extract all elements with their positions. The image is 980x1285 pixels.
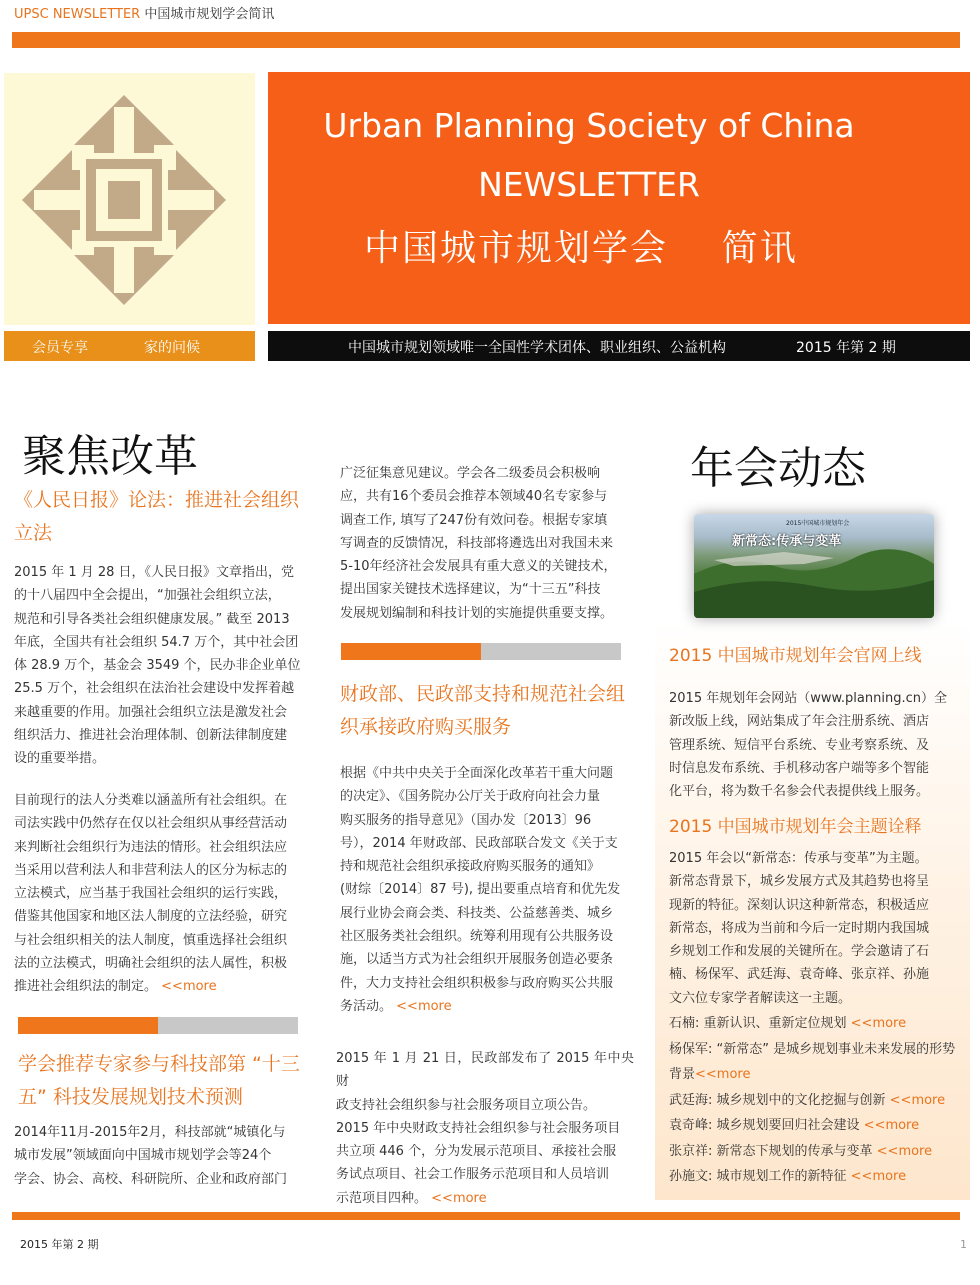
masthead-subtitle-en: NEWSLETTER [478, 165, 700, 204]
header-label-en: UPSC NEWSLETTER [14, 7, 141, 22]
footer-issue: 2015 年第 2 期 [20, 1238, 99, 1251]
speaker-item[interactable]: 武廷海: 城乡规划中的文化挖掘与创新 <<more [669, 1092, 946, 1108]
speaker-item[interactable]: 袁奇峰: 城乡规划要回归社会建设 <<more [669, 1118, 920, 1133]
photo-caption-large: 新常态:传承与变革 [732, 534, 842, 549]
article-headline[interactable]: 财政部、民政部支持和规范社会组 织承接政府购买服务 [340, 683, 626, 738]
section-title-annual-conference: 年会动态 [690, 443, 866, 494]
nav-members-link[interactable]: 会员专享 [32, 340, 88, 356]
article-paragraph: 2015 年会以“新常态：传承与变革”为主题。 新常态背景下，城乡发展方式及其趋势也将呈 现新的特征。深刻认识这种新常态，积极适应 新常态，将成为当前和今后一定时期内我国城 乡规划工作和发展的关键所在。学会邀请了石 楠、杨保军、武廷海、袁奇峰、张京祥、孙施 文六位专家学者解读这一主题。 [669, 851, 930, 1006]
speaker-list [669, 1011, 965, 1190]
article-paragraph: 2015 年规划年会网站（www.planning.cn）全 新改版上线，网站集成了年会注册系统、酒店 管理系统、短信平台系统、专业考察系统、及 时信息发布系统、手机移动客户端等多个智能 化平台，将为数千名参会代表提供线上服务。 [669, 691, 947, 800]
more-link[interactable]: <<more [396, 998, 452, 1014]
article-paragraph: 2014年11月-2015年2月，科技部就“城镇化与 城市发展”领域面向中国城市规划学会等24个 学会、协会、高校、科研院所、企业和政府部门 [14, 1125, 288, 1187]
bottom-rule [12, 1212, 960, 1220]
article-headline[interactable]: 2015 中国城市规划年会主题诠释 [669, 817, 922, 837]
masthead-banner [268, 72, 970, 324]
conference-photo [694, 514, 934, 618]
tagline-text: 中国城市规划领域唯一全国性学术团体、职业组织、公益机构 [348, 340, 726, 356]
article-paragraph: 目前现行的法人分类难以涵盖所有社会组织。在 司法实践中仍然存在仅以社会组织从事经营活动 来判断社会组织行为违法的情形。社会组织法应 当采用以营利法人和非营利法人的区分为标志的 立法模式，应当基于我国社会组织的运行实践， 借鉴其他国家和地区法人制度的立法经验，研究 与社会组织相关的法人制度，慎重选择社会组织 法的立法模式，明确社会组织的法人属性，积极 推进社会组织法的制定。 <<more [14, 793, 288, 995]
page-number: 1 [960, 1238, 967, 1251]
top-rule [12, 32, 960, 48]
speaker-item[interactable]: 张京祥: 新常态下规划的传承与变革 <<more [669, 1143, 933, 1159]
article-paragraph: 广泛征集意见建议。学会各二级委员会积极响 应，共有16个委员会推荐本领域40名专家参与 调查工作, 填写了247份有效问卷。根据专家填 写调查的反馈情况，科技部将遴选出对我国未来 5-10年经济社会发展具有重大意义的关键技术， 提出国家关键技术选择建议，为“十三五”科技 发展规划编制和科技计划的实施提供重要支撑。 [340, 466, 617, 621]
member-nav-bar [4, 331, 255, 361]
society-logo-icon [4, 73, 255, 325]
article-headline[interactable]: 学会推荐专家参与科技部第 “十三 五” 科技发展规划技术预测 [18, 1053, 300, 1108]
more-link[interactable]: <<more [161, 979, 217, 995]
section-title-reform: 聚焦改革 [22, 431, 198, 482]
tagline-bar [268, 331, 970, 361]
header-label-cn: 中国城市规划学会简讯 [144, 7, 275, 22]
speaker-item[interactable]: 背景<<more [669, 1067, 751, 1082]
logo-panel [4, 73, 255, 325]
masthead-title-en: Urban Planning Society of China [323, 106, 855, 145]
speaker-item[interactable]: 石楠: 重新认识、重新定位规划 <<more [669, 1016, 907, 1031]
section-divider [18, 1017, 298, 1034]
issue-number: 2015 年第 2 期 [796, 340, 896, 356]
article-paragraph: 根据《中共中央关于全面深化改革若干重大问题 的决定》、《国务院办公厅关于政府向社会力量 购买服务的指导意见》（国办发〔2013〕96 号），2014 年财政部、民政部联合发文《关于支 持和规范社会组织承接政府购买服务的通知》 (财综〔2014〕87 号), 提出要重点培育和优先发 展行业协会商会类、科技类、公益慈善类、城乡 社区服务类社会组织。统筹利用现有公共服务设 施，以适当方式为社会组织开展服务创造必要条 件，大力支持社会组织积极参与政府购买公共服 务活动。 <<more [340, 766, 621, 1014]
article-paragraph: 2015 年 1 月 28 日，《人民日报》文章指出，党 的十八届四中全会提出，“加强社会组织立法， 规范和引导各类社会组织健康发展。” 截至 2013 年底，全国共有社会组织 54.7 万个，其中社会团 体 28.9 万个，基金会 3549 个，民办非企业单位 25.5 万个，社会组织在法治社会建设中发挥着越 来越重要的作用。加强社会组织立法是激发社会 组织活力、推进社会治理体制、创新法律制度建 设的重要举措。 [14, 565, 301, 767]
more-link[interactable]: <<more [431, 1190, 487, 1206]
article-paragraph: 2015 年 1 月 21 日，民政部发布了 2015 年中央财 政支持社会组织参与社会服务项目立项公告。 2015 年中央财政支持社会组织参与社会服务项目 共立项 446 个，分为发展示范项目、承接社会服 务试点项目、社会工作服务示范项目和人员培训 示范项目四种。 <<more [336, 1051, 634, 1206]
header-label [14, 3, 274, 22]
speaker-item[interactable]: 孙施文: 城市规划工作的新特征 <<more [669, 1169, 907, 1184]
masthead-title-cn: 中国城市规划学会 简讯 [364, 228, 798, 269]
article-headline[interactable]: 《人民日报》论法：推进社会组织 立法 [14, 489, 300, 544]
section-divider [341, 643, 621, 660]
nav-greetings-link[interactable]: 家的问候 [144, 340, 200, 356]
article-peoples-daily [14, 484, 310, 550]
photo-caption-small: 2015中国城市规划年会 [786, 520, 850, 527]
article-headline[interactable]: 2015 中国城市规划年会官网上线 [669, 646, 922, 666]
speaker-item[interactable]: 杨保军: “新常态” 是城乡规划事业未来发展的形势 [669, 1041, 956, 1057]
